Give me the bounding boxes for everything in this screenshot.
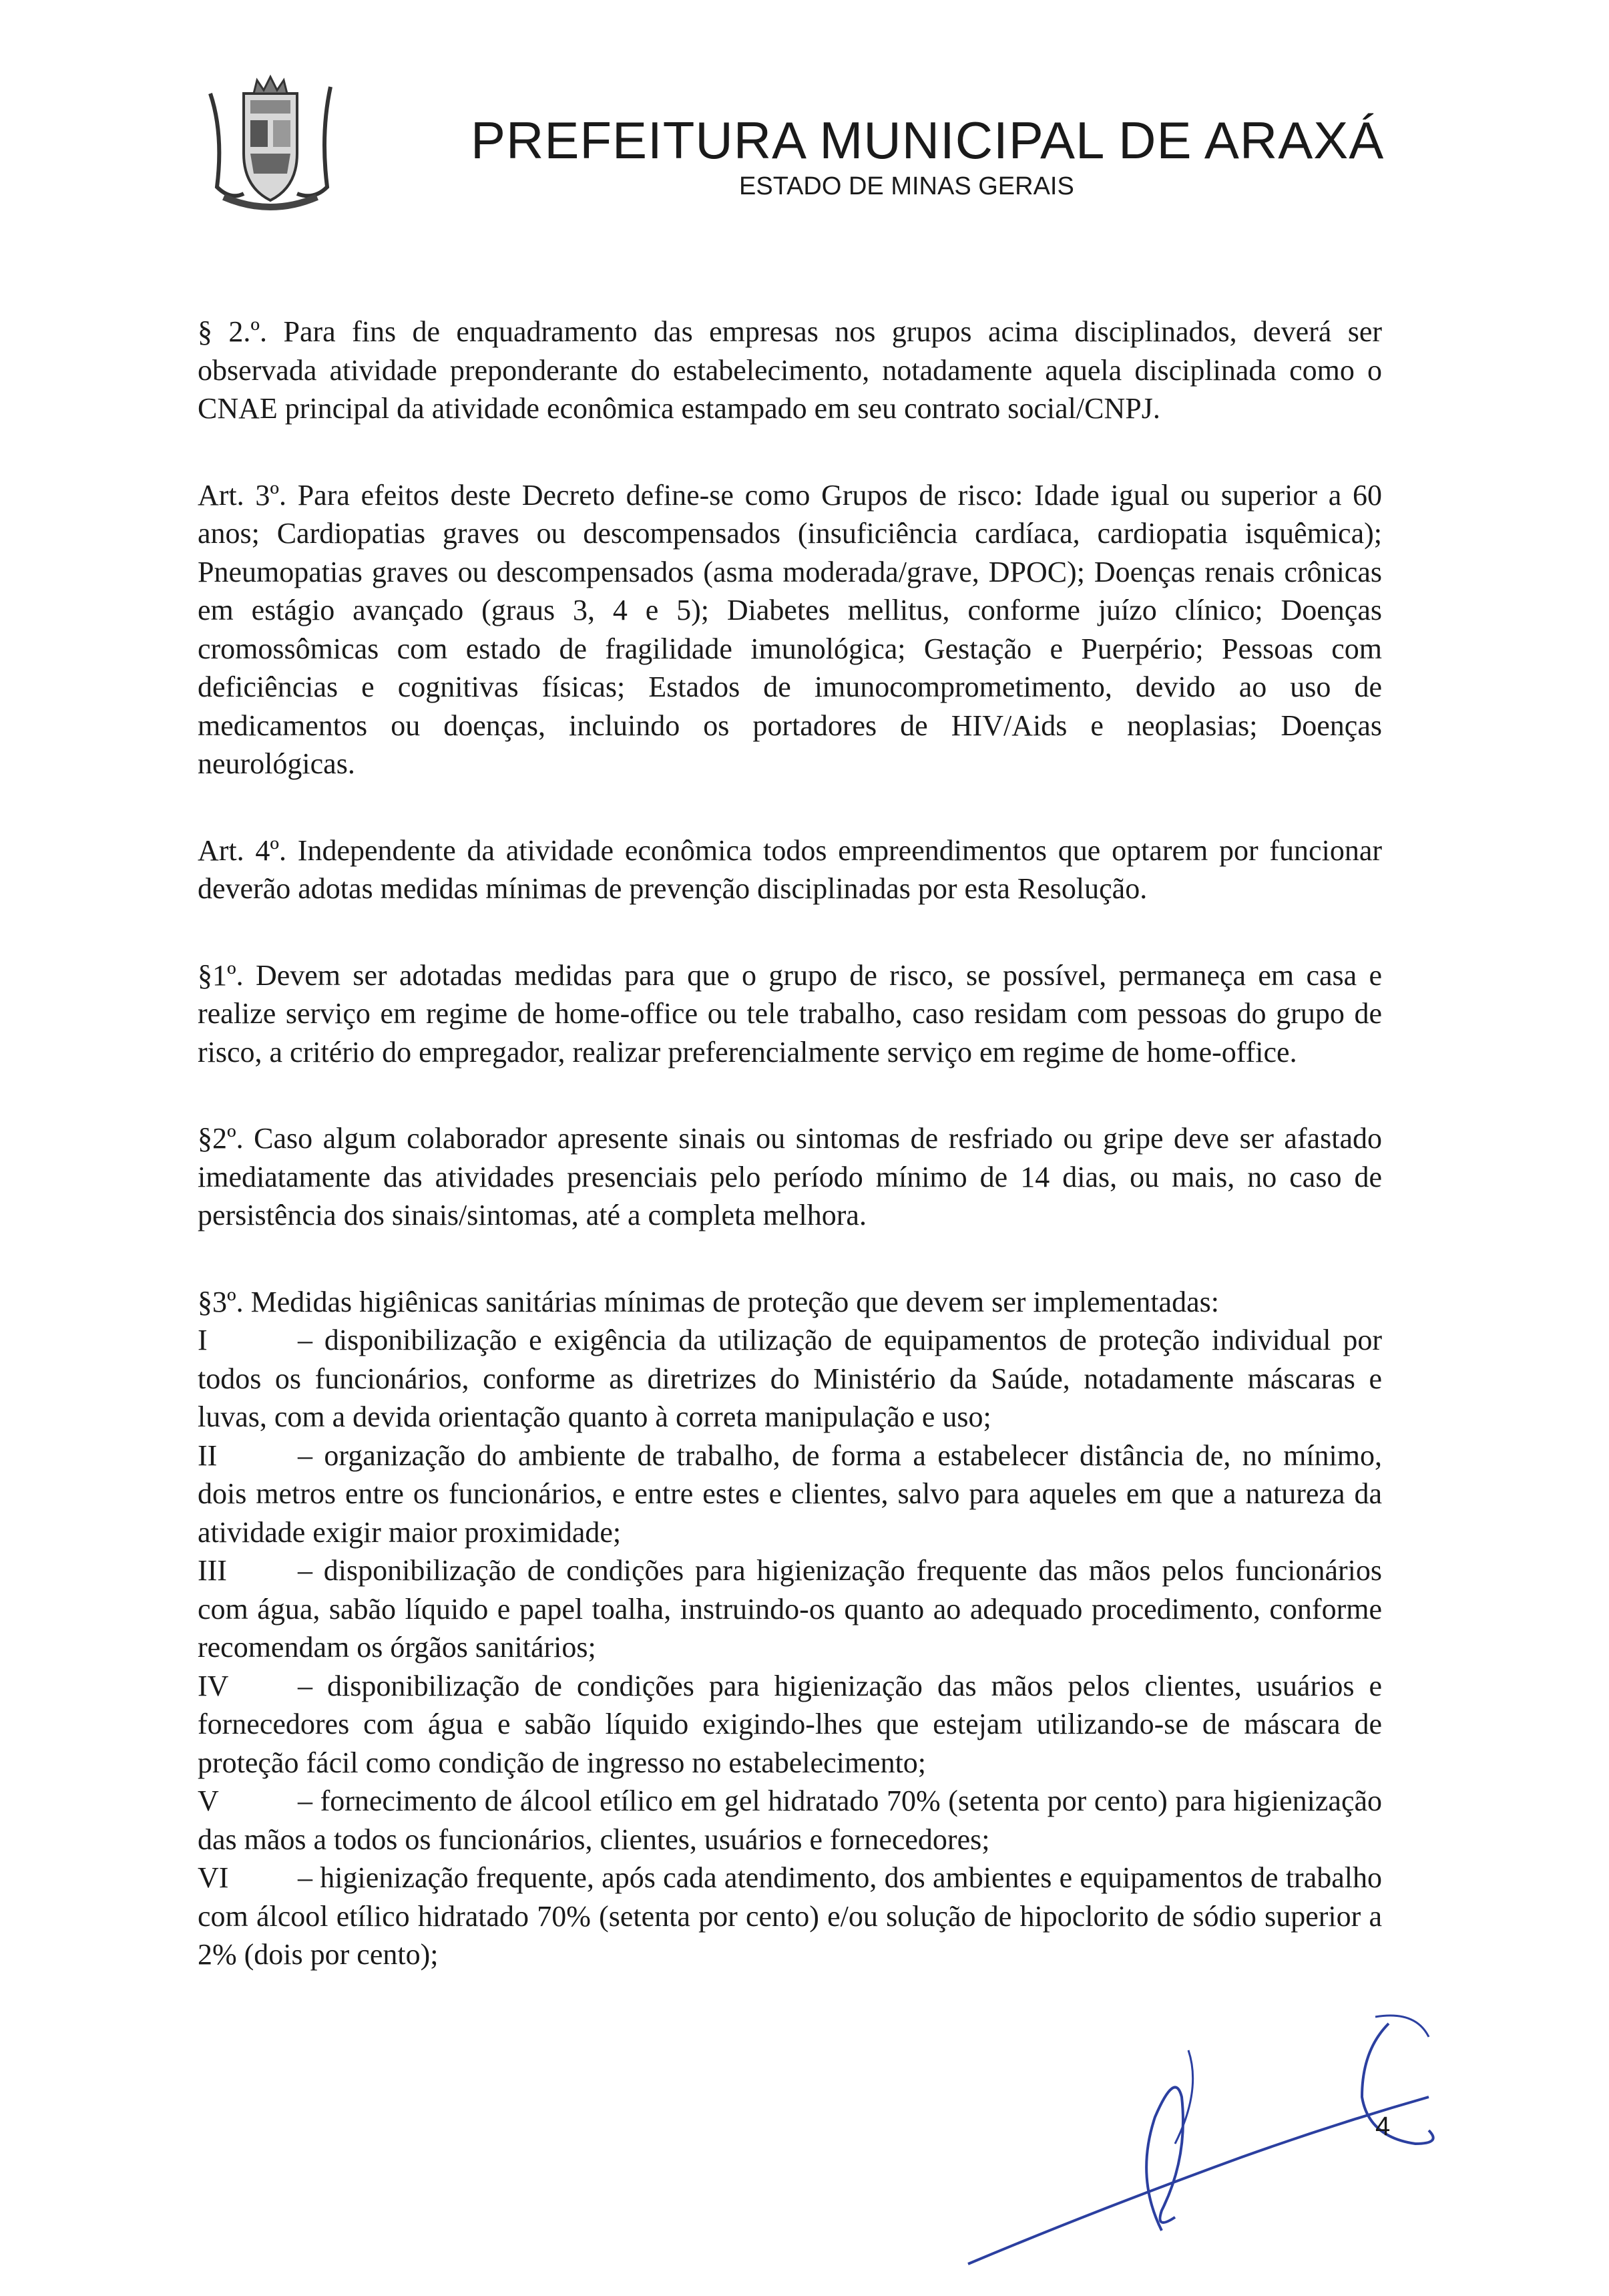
handwritten-signature-icon: [961, 2010, 1455, 2277]
municipal-coat-of-arms-icon: [197, 73, 344, 220]
letterhead: [197, 73, 1399, 220]
item-text: – higienização frequente, após cada atendimento, dos ambientes e equipamentos de trabalho com álcool etílico hidratado 70% (setenta por cento) e/ou solução de hipoclorito de sódio superior a 2% (dois por cento);: [198, 1861, 1382, 1971]
item-number: IV: [198, 1669, 229, 1702]
paragraph-art-3: Art. 3º. Para efeitos deste Decreto define-se como Grupos de risco: Idade igual ou superior a 60 anos; Cardiopatias graves ou descompensados (insuficiência cardíaca, cardiopatia isquêmica); Pneumopatias graves ou descompensados (asma moderada/grave, DPOC); Doenças renais crônicas em estágio avançado (graus 3, 4 e 5); Diabetes mellitus, conforme juízo clínico; Doenças cromossômicas com estado de fragilidade imunológica; Gestação e Puerpério; Pessoas com deficiências e cognitivas físicas; Estados de imunocomprometimento, devido ao uso de medicamentos ou doenças, incluindo os portadores de HIV/Aids e neoplasias; Doenças neurológicas.: [198, 478, 1382, 780]
list-item: [198, 1437, 1382, 1552]
page-number: 4: [1375, 2112, 1391, 2141]
item-number: III: [198, 1554, 227, 1587]
paragraph-4-3-intro: §3º. Medidas higiênicas sanitárias mínimas de proteção que devem ser implementadas:: [198, 1285, 1219, 1318]
paragraph-4-1: §1º. Devem ser adotadas medidas para que o grupo de risco, se possível, permaneça em casa e realize serviço em regime de home-office ou tele trabalho, caso residam com pessoas do grupo de risco, a critério do empregador, realizar preferencialmente serviço em regime de home-office.: [198, 958, 1382, 1069]
header-title: PREFEITURA MUNICIPAL DE ARAXÁ: [471, 111, 1385, 170]
item-number: I: [198, 1324, 208, 1356]
item-number: VI: [198, 1861, 229, 1894]
list-item: [198, 1551, 1382, 1667]
item-text: – disponibilização de condições para higienização das mãos pelos clientes, usuários e fornecedores com água e sabão líquido exigindo-lhes que estejam utilizando-se de máscara de proteção fácil como condição de ingresso no estabelecimento;: [198, 1669, 1382, 1779]
item-number: II: [198, 1439, 218, 1472]
item-text: – organização do ambiente de trabalho, de forma a estabelecer distância de, no mínimo, dois metros entre os funcionários, e entre estes e clientes, salvo para aqueles em que a natureza da atividade exigir maior proximidade;: [198, 1439, 1382, 1549]
item-text: – fornecimento de álcool etílico em gel hidratado 70% (setenta por cento) para higienização das mãos a todos os funcionários, clientes, usuários e fornecedores;: [198, 1784, 1382, 1856]
header-subtitle: ESTADO DE MINAS GERAIS: [739, 172, 1074, 200]
paragraph-2-1: § 2.º. Para fins de enquadramento das empresas nos grupos acima disciplinados, deverá ser observada atividade preponderante do estabelecimento, notadamente aquela disciplinada como o CNAE principal da atividade econômica estampado em seu contrato social/CNPJ.: [198, 315, 1382, 425]
list-item: [198, 1667, 1382, 1782]
item-text: – disponibilização e exigência da utilização de equipamentos de proteção individual por todos os funcionários, conforme as diretrizes do Ministério da Saúde, notadamente máscaras e luvas, com a devida orientação quanto à correta manipulação e uso;: [198, 1324, 1382, 1433]
list-item: [198, 1782, 1382, 1859]
list-item: [198, 1321, 1382, 1437]
item-text: – disponibilização de condições para higienização frequente das mãos pelos funcionários com água, sabão líquido e papel toalha, instruindo-os quanto ao adequado procedimento, conforme recomendam os órgãos sanitários;: [198, 1554, 1382, 1664]
list-item: [198, 1859, 1382, 1974]
paragraph-art-4: Art. 4º. Independente da atividade econômica todos empreendimentos que optarem por funcionar deverão adotas medidas mínimas de prevenção disciplinadas por esta Resolução.: [198, 833, 1382, 905]
paragraph-4-2: §2º. Caso algum colaborador apresente sinais ou sintomas de resfriado ou gripe deve ser afastado imediatamente das atividades presenciais pelo período mínimo de 14 dias, ou mais, no caso de persistência dos sinais/sintomas, até a completa melhora.: [198, 1122, 1382, 1231]
measures-list: [198, 1321, 1382, 1974]
item-number: V: [198, 1784, 219, 1817]
document-body: [198, 313, 1382, 1974]
